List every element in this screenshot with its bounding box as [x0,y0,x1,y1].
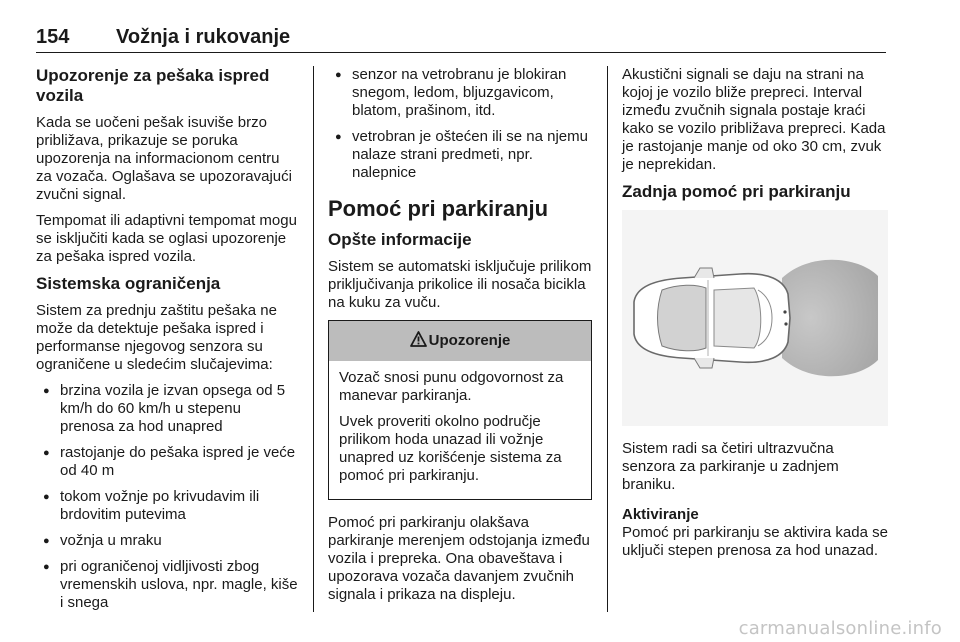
limits-list [36,382,298,612]
list-item: ● brzina vozila je izvan opsega od 5 km/h do 60 km/h u stepenu prenosa za hod unapred [36,382,298,436]
list-item: ● pri ograničenoj vidljivosti zbog vremenskih uslova, npr. magle, kiše i snega [36,558,298,612]
list-item: ● rastojanje do pešaka ispred je veće od 40 m [36,444,298,480]
warning-triangle-icon [410,323,427,363]
section-title: Pomoć pri parkiranju [328,196,549,221]
heading-pedestrian-warning: Upozorenje za pešaka ispred vozila [36,66,270,105]
column-left [36,66,298,620]
limits-list-continued [328,66,592,182]
column-divider-2 [607,66,608,612]
warning-title: Upozorenje [428,332,511,349]
paragraph: Sistem radi sa četiri ultrazvučna senzora za parkiranje u zadnjem braniku. [622,440,839,493]
warning-paragraph: Vozač snosi punu odgovornost za manevar parkiranja. [339,369,564,404]
column-right [622,66,888,568]
paragraph: Sistem za prednju zaštitu pešaka ne može da detektuje pešaka ispred i performanse njegovog senzora su ograničene u sledećim slučajevima: [36,302,277,373]
warning-body [329,361,591,499]
list-item: ● vožnja u mraku [36,532,298,550]
chapter-title: Vožnja i rukovanje [116,26,291,48]
site-watermark: carmanualsonline.info [738,618,942,639]
list-item: ● tokom vožnje po krivudavim ili brdovitim putevima [36,488,298,524]
paragraph: Akustični signali se daju na strani na kojoj je vozilo bliže prepreci. Interval između zvučnih signala postaje kraći kako se vozilo približava prepreci. Kada je rastojanje manje od oko 30 cm, zvuk je neprekidan. [622,66,886,173]
warning-box [328,320,592,500]
subheading-general-info: Opšte informacije [328,230,472,249]
paragraph: Pomoć pri parkiranju se aktivira kada se uključi stepen prenosa za hod unazad. [622,524,888,559]
paragraph: Sistem se automatski isključuje prilikom priključivanja prikolice ili nosača bicikla na kuku za vuču. [328,258,592,311]
column-divider-1 [313,66,314,612]
list-item: ● vetrobran je oštećen ili se na njemu nalaze strani predmeti, npr. nalepnice [328,128,592,182]
subheading-activation: Aktiviranje [622,506,699,523]
heading-system-limits: Sistemska ograničenja [36,274,221,293]
paragraph: Kada se uočeni pešak isuviše brzo približava, prikazuje se poruka upozorenja na informacionom centru za vozača. Oglašava se upozoravajući zvučni signal. [36,114,292,203]
page-number: 154 [36,26,70,48]
list-item: ● senzor na vetrobranu je blokiran snegom, ledom, bljuzgavicom, blatom, prašinom, itd. [328,66,592,120]
car-sensor-illustration [622,210,888,426]
warning-paragraph: Uvek proveriti okolno područje prilikom hoda unazad ili vožnje unapred uz korišćenje sistema za pomoć pri parkiranju. [339,413,562,484]
column-middle [328,66,592,612]
warning-header [329,321,591,361]
heading-rear-parking-assist: Zadnja pomoć pri parkiranju [622,182,851,201]
paragraph: Pomoć pri parkiranju olakšava parkiranje merenjem odstojanja između vozila i prepreka. Ona obaveštava i upozorava vozača davanjem zvučnih signala i prikaza na displeju. [328,514,590,603]
paragraph: Tempomat ili adaptivni tempomat mogu se isključiti kada se oglasi upozorenje za pešaka ispred vozila. [36,212,297,265]
page-header [36,26,886,53]
